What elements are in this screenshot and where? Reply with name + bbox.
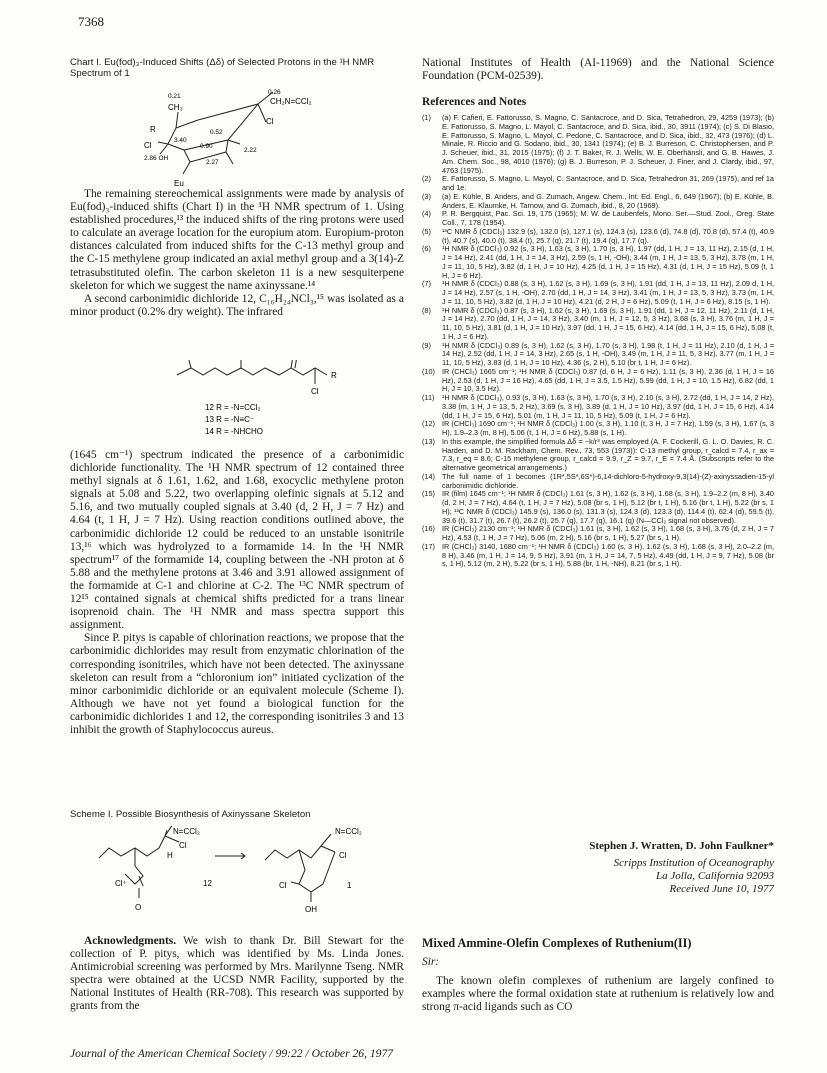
reference-item [422, 228, 774, 246]
salutation: Sir: [422, 956, 440, 968]
reference-item [422, 473, 774, 491]
struct13-label: 13 R = -N≡C⁻ [205, 415, 255, 424]
scheme1-o: O [135, 903, 142, 912]
reference-text: P. R. Bergquist, Pac. Sci. 19, 175 (1965); M. W. de Laubenfels, Mono. Ser.—Stud. Zool., Oreg. State Coll., 7, 178 (1954). [442, 209, 774, 227]
scheme1-clp: Cl⁺ [115, 879, 127, 888]
paragraph: The known olefin complexes of ruthenium are largely confined to examples where the formal oxidation state at ruthenium is relatively low and strong π-acid ligands such as CO [422, 975, 774, 1014]
left-text-block-1 [70, 188, 404, 319]
scheme1-oh: OH [305, 905, 317, 914]
affiliation-line: Scripps Institution of Oceanography [613, 857, 774, 869]
reference-number: (11) [422, 393, 435, 402]
reference-item [422, 525, 774, 543]
reference-item [422, 114, 774, 175]
page-number: 7368 [78, 14, 104, 29]
reference-item [422, 394, 774, 420]
paragraph: National Institutes of Health (AI-11969) and the National Science Foundation (PCM-02539). [422, 57, 774, 83]
reference-item [422, 342, 774, 368]
reference-item [422, 543, 774, 569]
scheme1-cl2: Cl [339, 851, 347, 860]
reference-text: (a) F. Cafieri, E. Fattorusso, S. Magno, C. Santacroce, and D. Sica, Tetrahedron, 29, 4259 (1973); (b) E. Fattorusso, S. Magno, L. Mayol, C. Santacroce, and D. Sica, ibid., 30, 3911 (1974); (c) S. Di Blasio, E. Fattorusso, S. Magno, L. Mayol, C. Pedone, C. Santacroce, and D. Sica, ibid., 32, 473 (1976); (d) L. Minale, R. Riccio and G. Sodano, ibid., 30, 1341 (1974); (e) B. J. Burreson, C. Christophersen, and P. J. Scheuer, ibid., 31, 2015 (1975); (f) J. T. Baker, R. J. Wells, W. E. Oberhänsli, and G. B. Hawes, J. Am. Chem. Soc., 98, 4010 (1976); (g) B. J. Burreson, P. J. Scheuer, J. Finer, and J. Clardy, ibid., 97, 4763 (1975). [442, 113, 774, 175]
reference-number: (6) [422, 244, 431, 254]
reference-text: IR (CHCl₃) 1690 cm⁻¹; ¹H NMR δ (CDCl₃) 1.00 (s, 3 H), 1.10 (t, 3 H, J = 7 Hz), 1.59 (s, 3 H), 1.67 (s, 3 H), 1.9–2.3 (m, 8 H), 5.06 (t, 1 H, J = 6 Hz), 5.88 (s, 1 H). [442, 419, 774, 437]
chart1-label-b: 0.26 [268, 89, 281, 96]
reference-number: (2) [422, 174, 431, 184]
reference-item [422, 175, 774, 193]
struct12-cl: Cl [311, 387, 319, 396]
reference-number: (15) [422, 489, 435, 499]
chart1-v1: 3.40 [174, 137, 187, 144]
reference-number: (14) [422, 471, 435, 481]
scheme1-caption: Scheme I. Possible Biosynthesis of Axinyssane Skeleton [70, 809, 311, 820]
struct14-label: 14 R = -NHCHO [205, 427, 264, 436]
reference-number: (10) [422, 366, 435, 376]
chart1-structure [128, 82, 358, 192]
right-top-text [422, 57, 774, 83]
scheme1-n2: N=CCl₂ [335, 827, 362, 836]
reference-number: (8) [422, 305, 431, 315]
chart1-v4: 2.22 [244, 147, 257, 154]
next-article-text [422, 975, 774, 1014]
reference-item [422, 193, 774, 211]
references-list [422, 114, 774, 569]
paragraph: Since P. pitys is capable of chlorination reactions, we propose that the carbonimidic dichlorides may result from enzymatic chlorination of the corresponding isonitriles, which have not been detected. The axinyssane skeleton can result from a “chloronium ion” initiated cyclization of the minor carbonimidic dichloride or an equivalent molecule (Scheme I). Although we have not yet found a biological function for the carbonimidic dichlorides 1 and 12, the corresponding isonitriles 3 and 13 inhibit the growth of Staphylococcus aureus. [70, 632, 404, 736]
affiliation-line: La Jolla, California 92093 [656, 870, 774, 882]
reference-text: (a) E. Kühle, B. Anders, and G. Zumach, Angew. Chem., Int. Ed. Engl., 6, 649 (1967); (b) E. Kühle, B. Anders, E. Klaumke, H. Tarnow, and G. Zumach, ibid., 8, 20 (1969). [442, 191, 774, 210]
chart1-v3: 0.90 [200, 143, 213, 150]
reference-item [422, 245, 774, 280]
reference-number: (7) [422, 279, 431, 289]
reference-text: IR (CHCl₃) 2130 cm⁻¹; ¹H NMR δ (CDCl₃) 1.61 (s, 3 H), 1.62 (s, 3 H), 1.68 (s, 3 H), 3.76 (d, 2 H, J = 7 Hz), 4.53 (t, 1 H, J = 7 Hz), 5.06 (m, 2 H), 5.16 (br s, 1 H), 5.27 (br s, 1 H). [442, 524, 774, 542]
scheme1-cl1: Cl [179, 841, 187, 850]
reference-item [422, 210, 774, 228]
scheme1-n12: 12 [203, 879, 212, 888]
references-heading: References and Notes [422, 96, 527, 108]
chart1-v5: 2.27 [206, 159, 219, 166]
scheme1-n1b: 1 [347, 881, 352, 890]
reference-number: (4) [422, 209, 431, 219]
structure-12-14 [175, 360, 375, 460]
reference-number: (17) [422, 541, 435, 551]
chart1-eu: Eu [174, 179, 184, 188]
reference-text: IR (film) 1645 cm⁻¹; ¹H NMR δ (CDCl₃) 1.61 (s, 3 H), 1.62 (s, 3 H), 1.68 (s, 3 H), 1.9–2.2 (m, 8 H), 3.40 (d, 2 H, J = 7 Hz), 4.64 (t, 1 H, J = 7 Hz), 5.08 (br s, 1 H), 5.12 (br t, 1 H), 5.16 (br t, 1 H), 5.22 (br s, 1 H); ¹³C NMR δ (CDCl₃) 145.9 (s), 136.0 (s), 131.3 (s), 124.3 (d), 123.3 (d), 114.4 (t), 62.4 (d), 59.5 (t), 39.6 (t), 31.7 (t), 26.7 (t), 26.2 (t), 25.7 (q), 17.7 (q), 16.1 (q) (N—CCl₂ signal not observed). [442, 489, 774, 525]
journal-footer: Journal of the American Chemical Society / 99:22 / October 26, 1977 [70, 1047, 394, 1060]
chart1-oh: 2.86 OH [144, 155, 169, 162]
next-article-title: Mixed Ammine-Olefin Complexes of Ruthenium(II) [422, 936, 692, 950]
reference-number: (12) [422, 419, 435, 429]
reference-item [422, 490, 774, 525]
scheme1-structure [95, 826, 395, 926]
acknowledgments [70, 935, 404, 1014]
reference-text: ¹³C NMR δ (CDCl₃) 132.9 (s), 132.0 (s), 127.1 (s), 124.3 (s), 123.6 (d), 74.8 (d), 70.8 (d), 57.4 (t), 40.9 (t), 40.7 (s), 40.0 (t), 38.4 (t), 25.7 (q), 21.7 (t), 19.4 (q), 17.7 (q). [442, 226, 774, 245]
reference-text: In this example, the simplified formula Δδ = −k/r³ was employed (A. F. Cockerill, G. L. O. Davies, R. C. Harden, and D. M. Rackham, Chem. Rev., 73, 553 (1973)): C-13 methyl group, r_calcd = 7.4, r_ax = 7.3, r_eq = 8.6; C-15 methylene group, r_calcd = 9.9, r_Z = 9.7, r_E = 7.4 Å. (Subscripts refer to the alternative geometrical arrangements.) [442, 436, 774, 472]
chart1-ch2n: CH₂N=CCl₂ [270, 97, 312, 106]
reference-text: The full name of 1 becomes (1R*,5S*,6S*)-6,14-dichloro-5-hydroxy-9,3(14)-(Z)-axinyssadien-15-yl carbonimidic dichloride. [442, 471, 774, 490]
reference-number: (3) [422, 191, 431, 201]
struct12-label-12: 12 R = -N=CCl₂ [205, 403, 261, 412]
reference-text: IR (CHCl₃) 3140, 1680 cm⁻¹; ¹H NMR δ (CDCl₃) 1.60 (s, 3 H), 1.62 (s, 3 H), 1.68 (s, 3 H), 2.0–2.2 (m, 8 H), 3.46 (m, 1 H, J = 14, 9, 5 Hz), 3.91 (m, 1 H, J = 14, 7, 5 Hz), 4.49 (dd, 1 H, J = 9, 7 Hz), 5.08 (br s, 1 H), 5.12 (m, 2 H), 5.22 (br s, 1 H), 5.88 (br, 1 H, -NH), 8.21 (br s, 1 H). [442, 541, 774, 569]
paragraph [70, 935, 404, 1014]
reference-number: (1) [422, 113, 431, 122]
left-text-block-2 [70, 449, 404, 737]
reference-item [422, 420, 774, 438]
paragraph: A second carbonimidic dichloride 12, C₁₆H₂₄NCl₃,¹⁵ was isolated as a minor product (0.2% dry weight). The infrared [70, 292, 404, 318]
received-date: Received June 10, 1977 [669, 883, 774, 895]
paragraph: The remaining stereochemical assignments were made by analysis of Eu(fod)₃-induced shifts (Chart I) in the ¹H NMR spectrum of 1. Using established procedures,¹³ the induced shifts of the ring protons were used to calculate an average location for the europium atom. Europium-proton distances calculated from induced shifts for the C-13 methyl group and the C-15 methylene group indicated an axial methyl group and a 3(14)-Z tetrasubstituted olefin. The carbon skeleton 11 is a new sesquiterpene skeleton for which we suggest the name axinyssane.¹⁴ [70, 188, 404, 292]
chart1-ch3: CH₃ [168, 103, 183, 112]
chart1-caption: Chart I. Eu(fod)₃-Induced Shifts (Δδ) of Selected Protons in the ¹H NMR Spectrum of 1 [70, 57, 375, 79]
reference-item [422, 438, 774, 473]
reference-item [422, 307, 774, 342]
chart1-v2: 0.52 [210, 129, 223, 136]
reference-item [422, 280, 774, 306]
reference-text: ¹H NMR δ (CDCl₃) 0.88 (s, 3 H), 1.62 (s, 3 H), 1.69 (s, 3 H), 1.91 (dd, 1 H, J = 13, 11 Hz), 2.09 d, 1 H, J = 14 Hz), 2.57 (s, 1 H, -OH), 2.70 (dd, 1 H, J = 14, 3 Hz), 3.41 (m, 1 H, J = 13, 5, 3 Hz), 3.73 (m, 1 H, J = 11, 10, 5 Hz), 3.82 (d, 1 H, J = 10 Hz), 4.21 (d, 2 H, J = 6 Hz), 5.09 (t, 1 H, J = 6 Hz), 8.15 (s, 1 H). [442, 279, 774, 306]
authors: Stephen J. Wratten, D. John Faulkner* [589, 840, 774, 852]
reference-text: E. Fattorusso, S. Magno, L. Mayol, C. Santacroce, and D. Sica, Tetrahedron 31, 269 (1975), and ref 1a and 1e. [442, 174, 774, 192]
scheme1-n1: N=CCl₂ [173, 827, 200, 836]
reference-number: (13) [422, 436, 435, 446]
affiliation [422, 857, 774, 896]
reference-text: ¹H NMR δ (CDCl₃), 0.93 (s, 3 H), 1.63 (s, 3 H), 1.70 (s, 3 H), 2.10 (s, 3 H), 2.72 (dd, 1 H, J = 14, 2 Hz), 3.38 (m, 1 H, J = 13, 5, 2 Hz), 3.69 (s, 3 H), 3.89 (d, 1 H, J = 10 Hz), 3.97 (dd, 1 H, J = 15, 6 Hz), 4.14 (dd, 1 H, J = 15, 6 Hz), 5.01 (m, 1 H, J = 11, 10, 5 Hz), 5.09 (t, 1 H, J = 6 Hz). [442, 393, 774, 420]
ack-text: We wish to thank Dr. Bill Stewart for the collection of P. pitys, which was identified by Ms. Linda Jones. Antimicrobial screening was performed by Mrs. Marilynne Tseng. NMR spectra were obtained at the UCSD NMR Facility, supported by the National Institutes of Health (RR-708). This research was supported by grants from the [70, 935, 404, 1013]
chart1-r: R [150, 125, 156, 134]
reference-item [422, 368, 774, 394]
reference-text: IR (CHCl₃) 1665 cm⁻¹; ¹H NMR δ (CDCl₃) 0.87 (d, 6 H, J = 6 Hz), 1.11 (s, 3 H), 2.36 (d, 1 H, J = 16 Hz), 2.53 (d, 1 H, J = 16 Hz), 4.65 (dd, 1 H, J = 3.5, 1.5 Hz), 5.99 (dd, 1 H, J = 10, 1.5 Hz), 6.82 (dd, 1 H, J = 10, 3.5 Hz). [442, 366, 774, 394]
reference-text: ¹H NMR δ (CDCl₃) 0.89 (s, 3 H), 1.62 (s, 3 H), 1.70 (s, 3 H), 1.98 (t, 1 H, J = 11 Hz), 2.10 (d, 1 H, J = 14 Hz), 2.52 (dd, 1 H, J = 14, 3 Hz), 2.65 (s, 1 H, -OH), 3.49 (m, 1 H, J = 11, 5, 3 Hz), 3.77 (m, 1 H, J = 11, 10, 5 Hz), 3.83 (d, 1 H, J = 10 Hz), 4.36 (s, 2 H), 5.10 (br t, 1 H, J = 6 Hz). [442, 340, 774, 367]
chart1-cl-top: Cl [266, 117, 274, 126]
reference-text: ¹H NMR δ (CDCl₃) 0.92 (s, 3 H), 1.63 (s, 3 H), 1.70 (s, 3 H), 1.97 (dd, 1 H, J = 13, 11 Hz), 2.15 (d, 1 H, J = 14 Hz), 2.41 (dd, 1 H, J = 14, 3 Hz), 2.59 (s, 1 H, -OH), 3.44 (m, 1 H, J = 13, 5, 3 Hz), 3.78 (m, 1 H, J = 11, 10, 5 Hz), 3.82 (d, 1 H, J = 10 Hz), 4.25 (d, 1 H, J = 15 Hz), 4.31 (d, 1 H, J = 15 Hz), 5.09 (t, 1 H, J = 6 Hz). [442, 244, 774, 280]
reference-number: (9) [422, 340, 431, 350]
struct12-r: R [331, 371, 337, 380]
paragraph: (1645 cm⁻¹) spectrum indicated the presence of a carbonimidic dichloride functionality. The ¹H NMR spectrum of 12 contained three methyl signals at δ 1.61, 1.62, and 1.68, exocyclic methylene proton signals at 5.08 and 5.22, two overlapping olefinic signals at 5.12 and 5.16, and two mutually coupled signals at 3.40 (d, 2 H, J = 7 Hz) and 4.64 (t, 1 H, J = 7 Hz). Using reaction conditions outlined above, the carbonimidic dichloride 12 could be reduced to an unstable isonitrile 13,¹⁶ which was hydrolyzed to a formamide 14. In the ¹H NMR spectrum¹⁷ of the formamide 14, coupling between the -NH proton at δ 5.88 and the methylene protons at 3.46 and 3.91 allowed assignment of the formamide at C-1 and chlorine at C-2. The ¹³C NMR spectrum of 12¹⁵ contained signals at chemical shifts predicted for a trans linear isoprenoid chain. The ¹H NMR and mass spectra support this assignment. [70, 449, 404, 632]
reference-number: (5) [422, 226, 431, 236]
scheme1-cl3: Cl [279, 881, 287, 890]
chart1-cl: Cl [144, 141, 152, 150]
scheme1-h: H [167, 851, 173, 860]
chart1-label-a: 0.21 [168, 93, 181, 100]
reference-number: (16) [422, 524, 435, 534]
ack-heading: Acknowledgments. [84, 935, 177, 947]
reference-text: ¹H NMR δ (CDCl₃) 0.87 (s, 3 H), 1.62 (s, 3 H), 1.69 (s, 3 H), 1.91 (dd, 1 H, J = 12, 11 Hz), 2.11 (d, 1 H, J = 14 Hz), 2.70 (dd, 1 H, J = 14, 3 Hz), 3.40 (m, 1 H, J = 12, 5, 3 Hz), 3.68 (s, 3 H), 3.76 (m, 1 H, J = 11, 10, 5 Hz), 3.81 (d, 1 H, J = 10 Hz), 3.97 (dd, 1 H, J = 15, 6 Hz), 4.14 (dd, 1 H, J = 15, 6 Hz), 5.08 (t, 1 H, J = 6 Hz). [442, 305, 774, 341]
